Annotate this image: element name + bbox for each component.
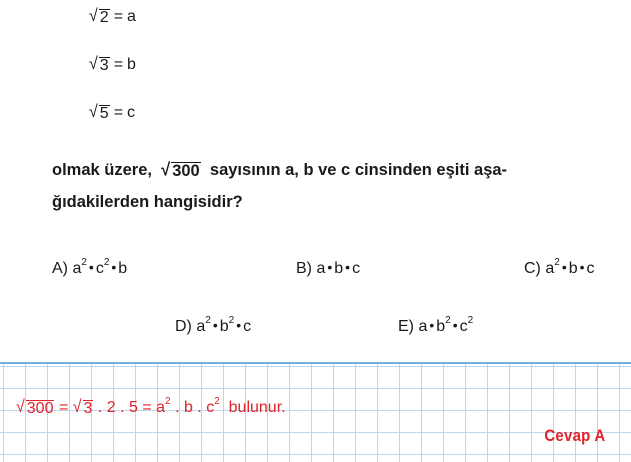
option-b[interactable]: B) a • b • c xyxy=(296,259,361,277)
solution-text: √ 300 = √ 3 . 2 . $5 = a^2$ . b . $c^2$ bulunur. xyxy=(16,395,286,417)
sqrt-symbol: √ 300 xyxy=(16,398,54,417)
given-3: √ 5 = c xyxy=(89,103,136,122)
sqrt-symbol: √ 300 xyxy=(161,160,200,180)
sqrt-symbol: √ 5 xyxy=(89,103,109,122)
given-2: √ 3 = b xyxy=(89,55,136,74)
given-1: √ 2 = a xyxy=(89,7,136,26)
option-e[interactable]: E) a • $b^2$ • $c^2$ xyxy=(398,314,474,335)
question-text xyxy=(52,154,507,218)
sqrt-symbol: √ 3 xyxy=(89,55,109,74)
sqrt-symbol: √ 3 xyxy=(72,398,93,417)
solution-box xyxy=(0,362,631,462)
question-line-2: ğıdakilerden hangisidir? xyxy=(52,193,243,211)
answer-label: Cevap A xyxy=(543,426,605,445)
option-c[interactable]: C) $a^2$ • b • c xyxy=(524,256,595,277)
option-a[interactable]: A) $a^2$ • $c^2$ • b xyxy=(52,256,128,277)
question-line-1: olmak üzere, √ 300 sayısının a, b ve c cinsinden eşiti aşa- xyxy=(52,160,508,180)
option-d[interactable]: D) $a^2$ • $b^2$ • c xyxy=(175,314,252,335)
sqrt-symbol: √ 2 xyxy=(89,7,109,26)
